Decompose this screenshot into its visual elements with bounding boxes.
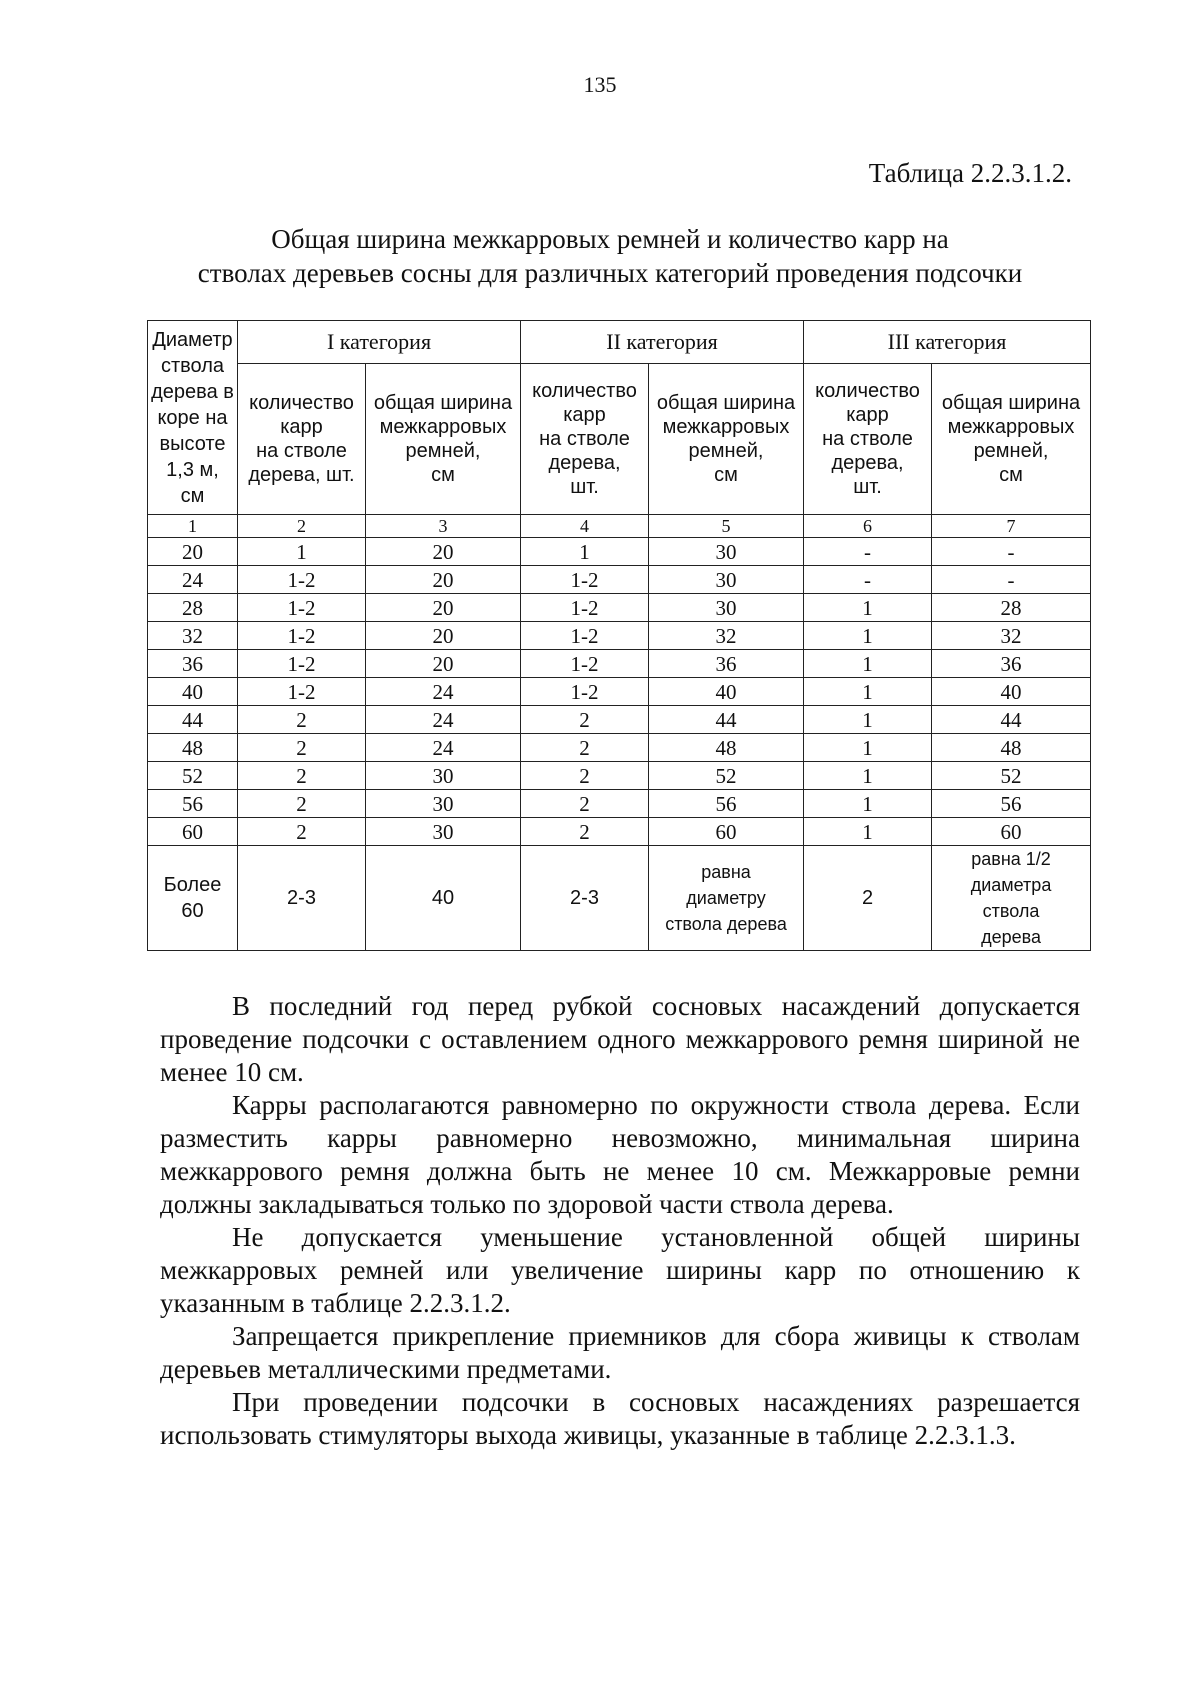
table-label: Таблица 2.2.3.1.2. (868, 158, 1072, 188)
table-row (148, 594, 1091, 622)
cell-line: ствола (160, 354, 225, 377)
table-cell (366, 846, 521, 951)
table-cell: 24 (366, 734, 521, 762)
table-cell: 1-2 (238, 622, 366, 650)
width-header-cat-1 (366, 364, 521, 515)
cell-line: дерева, шт. (248, 464, 355, 486)
table-cell: 2 (238, 818, 366, 846)
table-cell: 1 (804, 762, 932, 790)
table-row (148, 622, 1091, 650)
table-row (148, 790, 1091, 818)
table-cell: 48 (932, 734, 1091, 762)
table-cell: - (804, 566, 932, 594)
cell-line: высоте (159, 432, 226, 455)
table-cell: 44 (148, 706, 238, 734)
cell-line: 2-3 (570, 887, 599, 909)
table-title (140, 222, 1080, 290)
table-cell: 30 (649, 566, 804, 594)
cell-line: равна (701, 862, 751, 882)
table-cell: 60 (932, 818, 1091, 846)
table-cell: 56 (649, 790, 804, 818)
cell-line: см (714, 464, 738, 486)
table-cell: 44 (649, 706, 804, 734)
table-cell: 1-2 (521, 566, 649, 594)
table-row (148, 818, 1091, 846)
table-cell: 36 (148, 650, 238, 678)
count-header-cat-1 (238, 364, 366, 515)
cell-line: межкарровых (662, 416, 790, 438)
table-cell: 20 (366, 538, 521, 566)
cell-line: общая ширина (373, 392, 513, 414)
table-cell (649, 846, 804, 951)
column-number: 6 (804, 515, 932, 538)
page-number: 135 (583, 72, 617, 97)
table-row (148, 678, 1091, 706)
cell-line: на стволе (539, 428, 630, 450)
table-cell: 36 (649, 650, 804, 678)
category-3-header: III категория (804, 321, 1091, 364)
table-cell: 2 (238, 790, 366, 818)
table-cell: - (804, 538, 932, 566)
table-cell: 2 (521, 734, 649, 762)
cell-line: количество (815, 380, 920, 402)
cell-line: ремней, (405, 440, 481, 462)
cell-line: ствола (982, 901, 1040, 921)
cell-line: карр (280, 416, 323, 438)
table-cell: 2 (521, 762, 649, 790)
diameter-header (148, 321, 238, 515)
table-cell: 36 (932, 650, 1091, 678)
cell-line: шт. (570, 476, 599, 498)
cell-line: ствола дерева (665, 914, 787, 934)
table-cell: 30 (366, 762, 521, 790)
category-2-header: II категория (521, 321, 804, 364)
table-cell: 28 (148, 594, 238, 622)
cell-line: межкарровых (379, 416, 507, 438)
cell-line: см (999, 464, 1023, 486)
table-cell: 20 (366, 650, 521, 678)
count-header-cat-2 (521, 364, 649, 515)
table-cell: 2 (521, 706, 649, 734)
cell-line: диаметру (686, 888, 766, 908)
cell-line: 1,3 м, (166, 458, 219, 481)
table-cell: 24 (366, 706, 521, 734)
table-title-line-1: Общая ширина межкарровых ремней и количество карр на (271, 224, 949, 254)
table-cell: 2 (238, 734, 366, 762)
column-number-row (148, 515, 1091, 538)
table-cell: - (932, 566, 1091, 594)
table-cell: 1 (804, 706, 932, 734)
table-cell: 32 (148, 622, 238, 650)
table-cell: 2 (238, 762, 366, 790)
column-number: 4 (521, 515, 649, 538)
cell-line: Более (163, 874, 222, 896)
table-title-line-2: стволах деревьев сосны для различных категорий проведения подсочки (197, 258, 1023, 288)
paragraph: В последний год перед рубкой сосновых насаждений допускается проведение подсочки с оставлением одного межкаррового ремня шириной не менее 10 см. (160, 991, 1080, 1087)
cell-line: шт. (853, 476, 882, 498)
table-cell: 1-2 (521, 678, 649, 706)
table-cell: 20 (366, 566, 521, 594)
cell-line: см (180, 484, 205, 507)
table-cell: 52 (649, 762, 804, 790)
table-cell: 1 (804, 622, 932, 650)
paragraph: Не допускается уменьшение установленной общей ширины межкарровых ремней или увеличение ширины карр по отношению к указанным в таблице 2.2.3.1.2. (160, 1222, 1080, 1318)
column-number: 2 (238, 515, 366, 538)
table-row (148, 650, 1091, 678)
table-cell: 40 (649, 678, 804, 706)
cell-line: коре на (157, 406, 228, 429)
table-cell: 1-2 (238, 678, 366, 706)
table-cell: - (932, 538, 1091, 566)
table-cell (148, 846, 238, 951)
table-cell: 1-2 (521, 594, 649, 622)
table-cell: 32 (932, 622, 1091, 650)
cell-line: ремней, (973, 440, 1049, 462)
cell-line: равна 1/2 (971, 849, 1051, 869)
table-cell (521, 846, 649, 951)
table-cell: 1-2 (521, 650, 649, 678)
table-cell: 32 (649, 622, 804, 650)
cell-line: межкарровых (947, 416, 1075, 438)
table-cell: 20 (148, 538, 238, 566)
table-cell: 1 (804, 594, 932, 622)
table-cell: 40 (932, 678, 1091, 706)
table-cell: 48 (148, 734, 238, 762)
table-row (148, 538, 1091, 566)
table-cell (238, 846, 366, 951)
cell-line: Диаметр (152, 328, 233, 351)
table-cell: 2 (521, 790, 649, 818)
cell-line: количество (532, 380, 637, 402)
column-number: 5 (649, 515, 804, 538)
cell-line: 40 (431, 887, 455, 909)
table-cell: 24 (148, 566, 238, 594)
cell-line: на стволе (256, 440, 347, 462)
paragraph: Карры располагаются равномерно по окружности ствола дерева. Если разместить карры равномерно невозможно, минимальная ширина межкаррового ремня должна быть не менее 10 см. Межкарровые ремни должны закладываться только по здоровой части ствола дерева. (160, 1090, 1080, 1219)
table-cell: 60 (649, 818, 804, 846)
table-cell: 30 (649, 594, 804, 622)
column-number: 1 (148, 515, 238, 538)
table-row (148, 734, 1091, 762)
cell-line: 2 (861, 887, 874, 909)
table-cell: 48 (649, 734, 804, 762)
table-cell: 1-2 (521, 622, 649, 650)
cell-line: дерева, (548, 452, 621, 474)
table-cell: 1-2 (238, 566, 366, 594)
table-cell: 52 (932, 762, 1091, 790)
cell-line: карр (846, 404, 889, 426)
table-cell: 56 (148, 790, 238, 818)
column-number: 3 (366, 515, 521, 538)
cell-line: на стволе (822, 428, 913, 450)
count-header-cat-3 (804, 364, 932, 515)
table-row-over-60 (148, 846, 1091, 951)
table-cell: 1-2 (238, 650, 366, 678)
cell-line: карр (563, 404, 606, 426)
cell-line: дерева, (831, 452, 904, 474)
width-header-cat-2 (649, 364, 804, 515)
table-cell: 40 (148, 678, 238, 706)
table-cell: 20 (366, 594, 521, 622)
cell-line: диаметра (970, 875, 1052, 895)
table-cell: 56 (932, 790, 1091, 818)
table-cell: 44 (932, 706, 1091, 734)
category-header-row (148, 321, 1091, 364)
cell-line: общая ширина (656, 392, 796, 414)
table-cell: 60 (148, 818, 238, 846)
category-1-header: I категория (238, 321, 521, 364)
sub-header-row (148, 364, 1091, 515)
table-cell: 20 (366, 622, 521, 650)
table-cell: 30 (366, 790, 521, 818)
cell-line: дерева в (151, 380, 234, 403)
table-cell: 1 (804, 650, 932, 678)
table-cell: 1-2 (238, 594, 366, 622)
table-cell: 1 (804, 678, 932, 706)
cell-line: ремней, (688, 440, 764, 462)
table-row (148, 566, 1091, 594)
cell-line: 60 (181, 900, 204, 922)
column-number: 7 (932, 515, 1091, 538)
cell-line: общая ширина (941, 392, 1081, 414)
table-cell: 1 (238, 538, 366, 566)
table-row (148, 706, 1091, 734)
data-table (147, 320, 1091, 951)
table-row (148, 762, 1091, 790)
cell-line: 2-3 (287, 887, 316, 909)
paragraph: При проведении подсочки в сосновых насаждениях разрешается использовать стимуляторы выхода живицы, указанные в таблице 2.2.3.1.3. (160, 1387, 1080, 1450)
table-cell: 30 (649, 538, 804, 566)
table-cell: 2 (521, 818, 649, 846)
cell-line: дерева (981, 927, 1041, 947)
cell-line: см (431, 464, 455, 486)
table-cell: 28 (932, 594, 1091, 622)
table-cell: 2 (238, 706, 366, 734)
paragraph: Запрещается прикрепление приемников для сбора живицы к стволам деревьев металлическими предметами. (160, 1321, 1080, 1384)
table-cell: 1 (521, 538, 649, 566)
table-body (148, 515, 1091, 951)
table-cell (804, 846, 932, 951)
table-cell: 52 (148, 762, 238, 790)
table-cell: 1 (804, 818, 932, 846)
width-header-cat-3 (932, 364, 1091, 515)
cell-line: количество (249, 392, 354, 414)
table-cell: 30 (366, 818, 521, 846)
table-cell (932, 846, 1091, 951)
table-cell: 24 (366, 678, 521, 706)
table-cell: 1 (804, 734, 932, 762)
table-cell: 1 (804, 790, 932, 818)
body-text (160, 990, 1080, 1452)
